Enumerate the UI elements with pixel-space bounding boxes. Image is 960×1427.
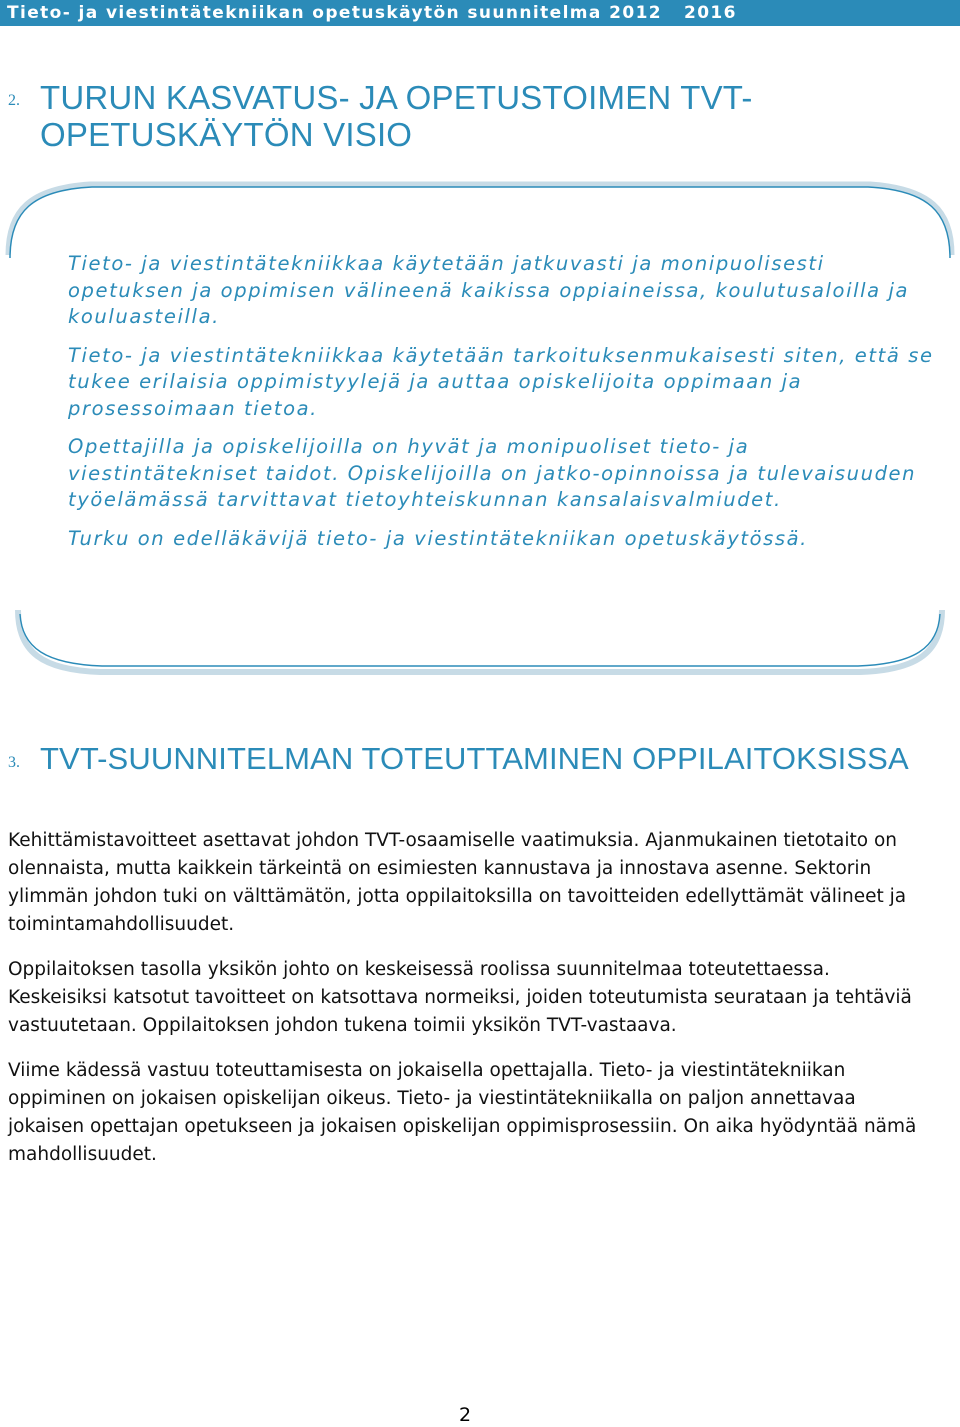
body-paragraph-2: Oppilaitoksen tasolla yksikön johto on keskeisessä roolissa suunnitelmaa toteutettaessa. Keskeisiksi katsotut tavoitteet on katsottava normeiksi, joiden toteutumista seurataan ja tehtäviä vastuutetaan. Oppilaitoksen johdon tukena toimii yksikön TVT-vastaava. xyxy=(8,959,912,1036)
vision-paragraph-1: Tieto- ja viestintätekniikkaa käytetään jatkuvasti ja monipuolisesti opetuksen ja oppimisen välineenä kaikissa oppiaineissa, koulutusaloilla ja kouluasteilla. xyxy=(68,252,910,328)
vision-paragraph-2: Tieto- ja viestintätekniikkaa käytetään tarkoituksenmukaisesti siten, että se tukee erilaisia oppimistyylejä ja auttaa opiskelijoita oppimaan ja prosessoimaan tietoa. xyxy=(68,343,934,420)
section-2-number: 2. xyxy=(8,92,20,109)
vision-paragraph-3: Opettajilla ja opiskelijoilla on hyvät ja monipuoliset tieto- ja viestintätekniset taidot. Opiskelijoilla on jatko-opinnoissa ja tulevaisuuden työelämässä tarvittavat tietoyhteiskunnan kansalaisvalmiudet. xyxy=(68,435,917,511)
section-2-title-line-2: OPETUSKÄYTÖN VISIO xyxy=(40,116,413,153)
vision-statements xyxy=(68,251,938,564)
section-2-title xyxy=(40,79,753,153)
body-paragraph-1: Kehittämistavoitteet asettavat johdon TVT-osaamiselle vaatimuksia. Ajanmukainen tietotaito on olennaista, mutta kaikkein tärkeintä on esimiesten kannustava ja innostava asenne. Sektorin ylimmän johdon tuki on välttämätön, jotta oppilaitoksilla on tavoitteiden edellyttämät välineet ja toimintamahdollisuudet. xyxy=(8,830,907,935)
document-header-title: Tieto- ja viestintätekniikan opetuskäytön suunnitelma 2012 2016 xyxy=(7,3,737,23)
body-paragraph-3: Viime kädessä vastuu toteuttamisesta on jokaisella opettajalla. Tieto- ja viestintätekniikan oppiminen on jokaisen opiskelijan oikeus. Tieto- ja viestintätekniikalla on paljon annettavaa jokaisen opettajan opetukseen ja jokaisen opiskelijan oppimisprosessiin. On aika hyödyntää nämä mahdollisuudet. xyxy=(8,1060,917,1165)
section-2-title-line-1: TURUN KASVATUS- JA OPETUSTOIMEN TVT- xyxy=(40,79,753,116)
section-3-number: 3. xyxy=(8,754,20,771)
header-bar xyxy=(0,0,960,26)
page-number: 2 xyxy=(459,1404,472,1426)
section-3-title: TVT-SUUNNITELMAN TOTEUTTAMINEN OPPILAITOKSISSA xyxy=(40,741,909,776)
section-3-body xyxy=(8,827,928,1186)
vision-paragraph-4: Turku on edelläkävijä tieto- ja viestintätekniikan opetuskäytössä. xyxy=(68,526,808,550)
